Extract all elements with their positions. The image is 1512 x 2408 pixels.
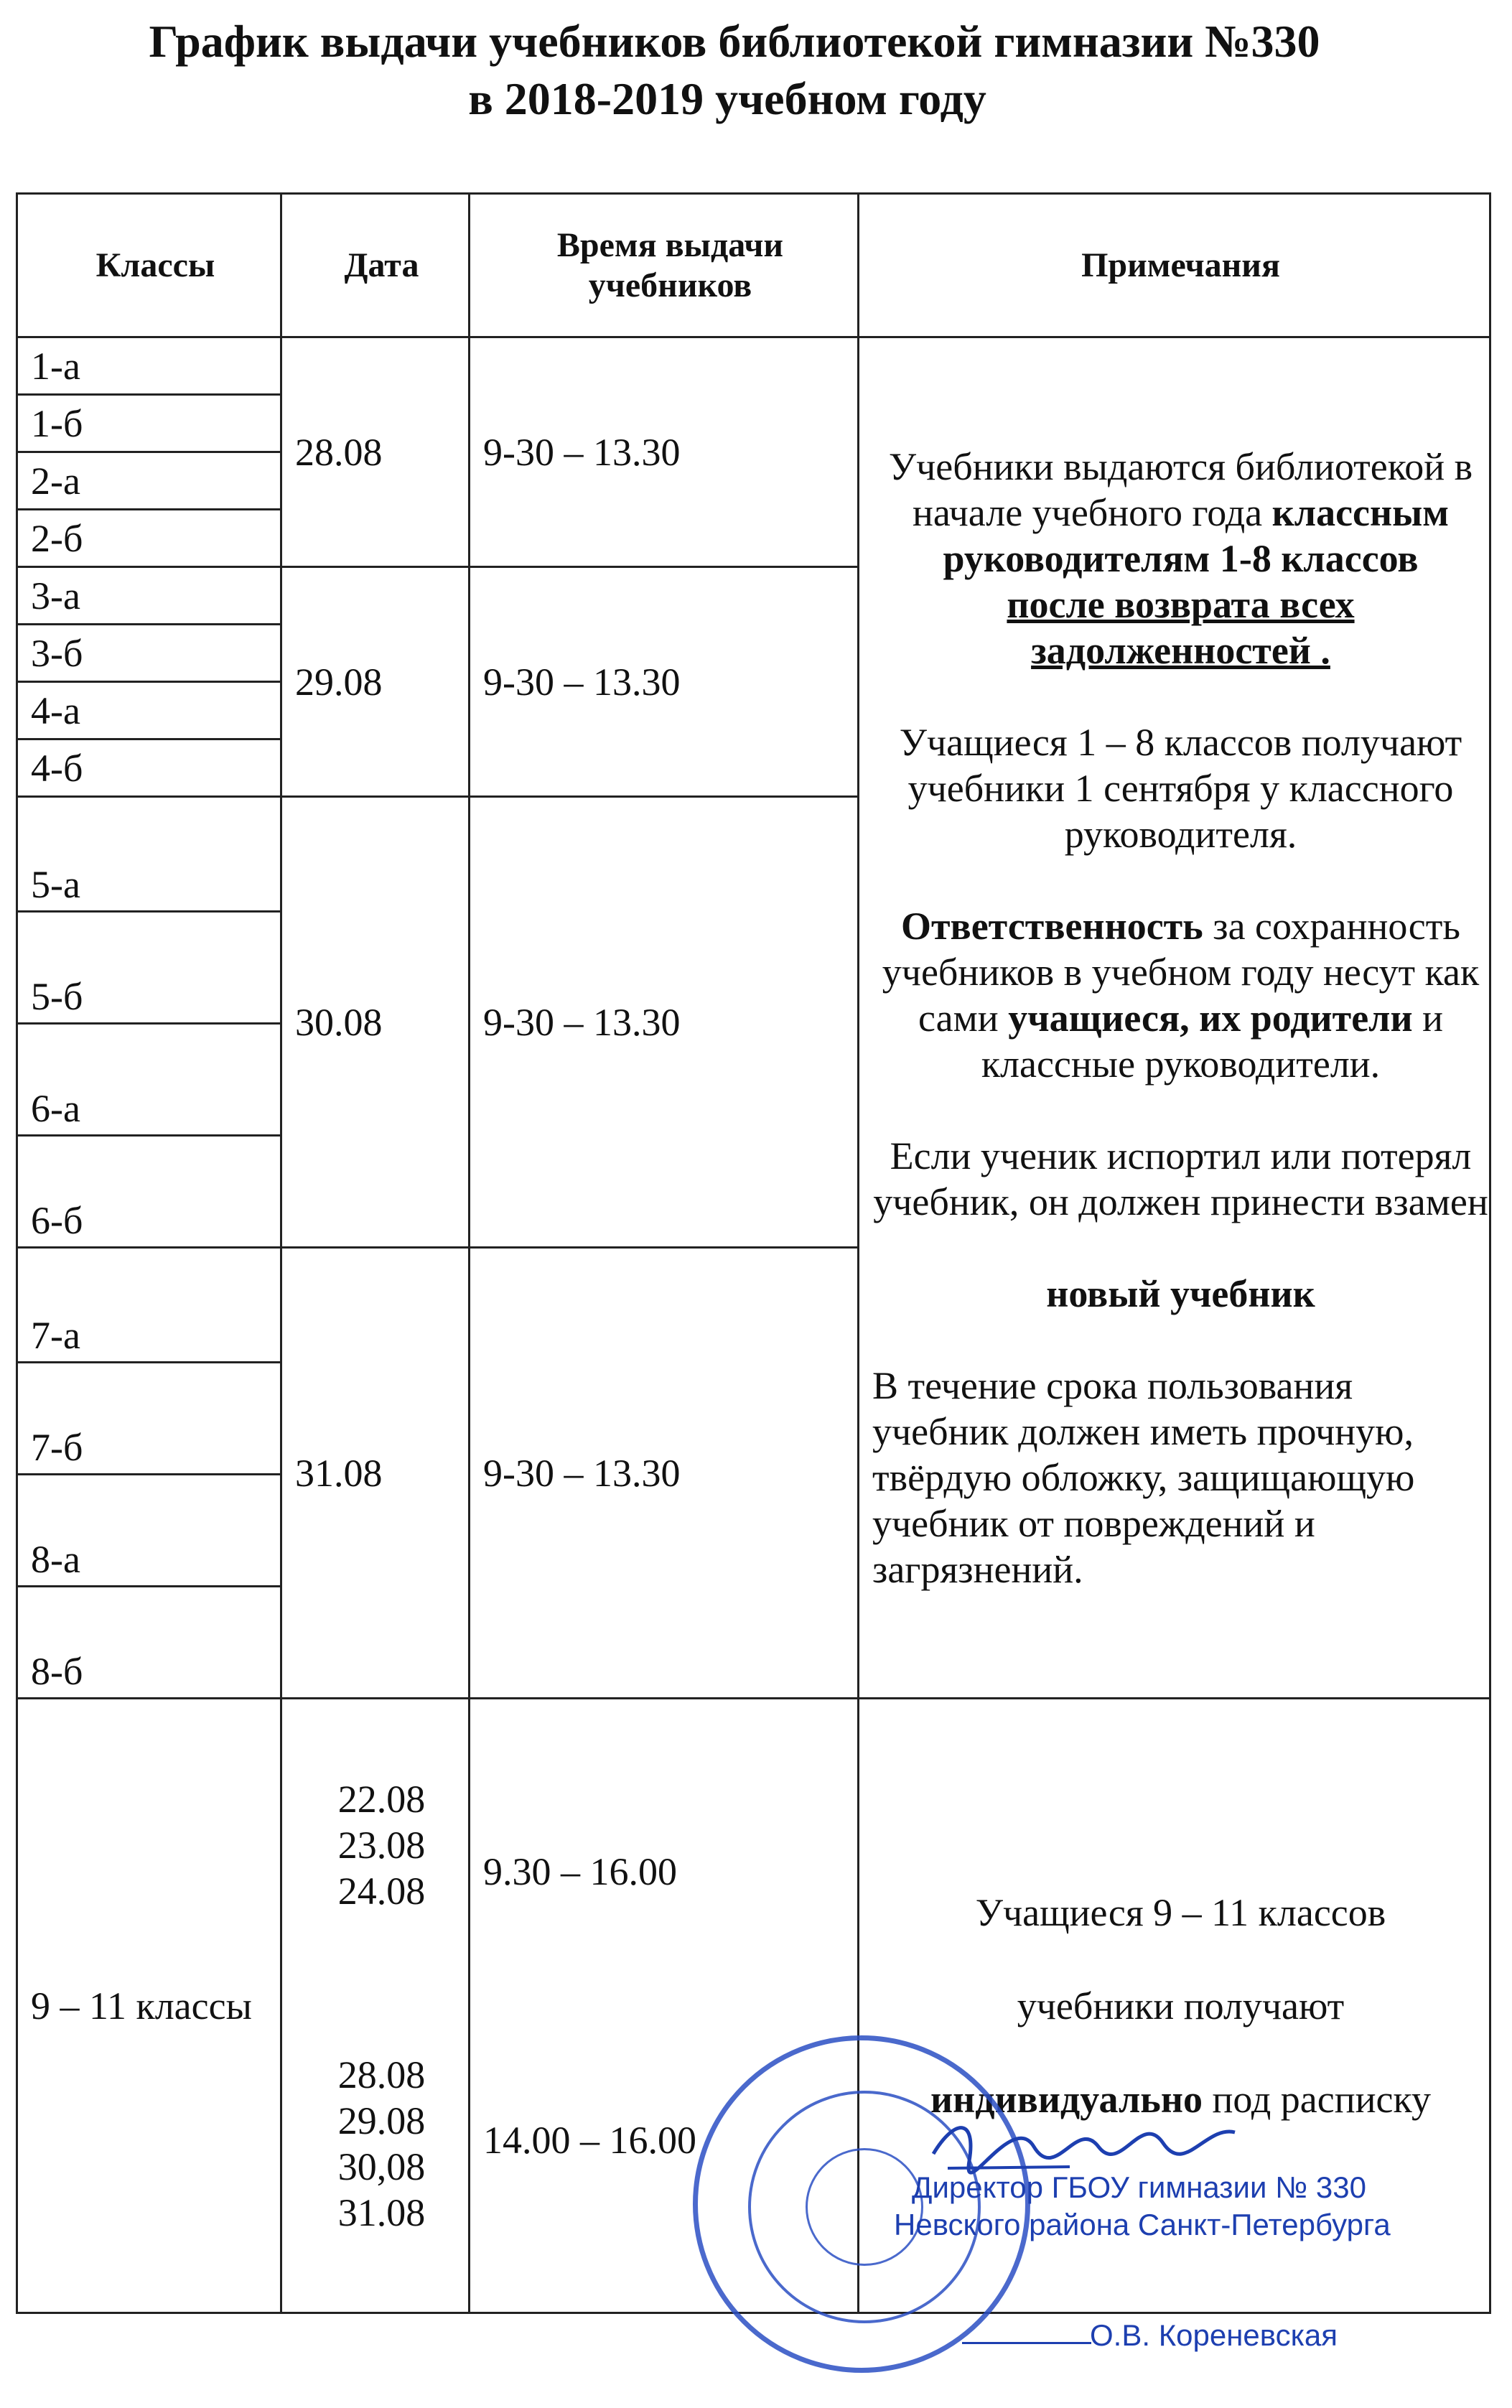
senior-dates-cell [281, 1699, 470, 2313]
note-paragraph: Учебники выдаются библиотекой в начале учебного года классным руководителям 1-8 классов после возврата всех задолженностей . [888, 444, 1473, 672]
note-paragraph: Если ученик испортил или потерял учебник, он должен принести взамен [873, 1134, 1488, 1223]
class-cell: 4-б [17, 739, 281, 797]
date-item: 31.08 [337, 2190, 426, 2234]
class-cell: 1-а [17, 337, 281, 395]
table-row [17, 337, 1490, 395]
page-subtitle: в 2018-2019 учебном году [468, 73, 986, 124]
class-cell: 2-б [17, 510, 281, 567]
signature-title: Директор ГБОУ гимназии № 330 [912, 2170, 1366, 2204]
senior-classes-cell: 9 – 11 классы [17, 1699, 281, 2313]
class-cell: 7-б [17, 1363, 281, 1475]
class-cell: 5-б [17, 912, 281, 1024]
class-cell: 6-б [17, 1136, 281, 1248]
senior-notes-cell: Учащиеся 9 – 11 классов учебники получают индивидуально под расписку [859, 1699, 1490, 2313]
class-cell: 6-а [17, 1024, 281, 1136]
class-cell: 4-а [17, 682, 281, 739]
date-item: 22.08 [337, 1777, 426, 1821]
date-cell: 28.08 [281, 337, 470, 567]
time-cell: 9-30 – 13.30 [470, 797, 859, 1248]
class-cell: 7-а [17, 1248, 281, 1363]
signature-line [962, 2342, 1091, 2344]
header-date: Дата [281, 194, 470, 337]
time-item: 14.00 – 16.00 [483, 2118, 696, 2162]
class-cell: 3-а [17, 567, 281, 625]
signature-name: О.В. Кореневская [1090, 2318, 1338, 2352]
class-cell: 5-а [17, 797, 281, 912]
date-cell: 29.08 [281, 567, 470, 797]
date-cell: 31.08 [281, 1248, 470, 1699]
class-cell: 8-б [17, 1587, 281, 1699]
date-cell: 30.08 [281, 797, 470, 1248]
time-cell: 9-30 – 13.30 [470, 1248, 859, 1699]
class-cell: 1-б [17, 395, 281, 452]
time-cell: 9-30 – 13.30 [470, 337, 859, 567]
signature-org: Невского района Санкт-Петербурга [894, 2208, 1391, 2241]
date-item: 24.08 [337, 1869, 426, 1913]
date-item: 23.08 [337, 1823, 426, 1867]
class-cell: 3-б [17, 625, 281, 682]
header-row [17, 194, 1490, 337]
notes-cell [859, 337, 1490, 1699]
page-title: График выдачи учебников библиотекой гимназии №330 [149, 16, 1320, 67]
schedule-table [16, 192, 1491, 2314]
header-classes: Классы [17, 194, 281, 337]
class-cell: 8-а [17, 1475, 281, 1587]
date-item: 28.08 [337, 2053, 426, 2096]
header-time: Время выдачи учебников [470, 194, 859, 337]
header-notes: Примечания [859, 194, 1490, 337]
note-paragraph: Учащиеся 1 – 8 классов получают учебники 1 сентября у классного руководителя. [899, 720, 1462, 856]
class-cell: 2-а [17, 452, 281, 510]
note-paragraph: Ответственность за сохранность учебников в учебном году несут как сами учащиеся, их родители и классные руководители. [882, 904, 1480, 1086]
date-item: 29.08 [337, 2099, 426, 2142]
time-item: 9.30 – 16.00 [483, 1849, 677, 1893]
note-paragraph: новый учебник [1046, 1271, 1315, 1315]
note-paragraph: В течение срока пользования учебник должен иметь прочную, твёрдую обложку, защищающую учебник от повреждений и загрязнений. [872, 1363, 1415, 1591]
date-item: 30,08 [337, 2145, 426, 2188]
time-cell: 9-30 – 13.30 [470, 567, 859, 797]
